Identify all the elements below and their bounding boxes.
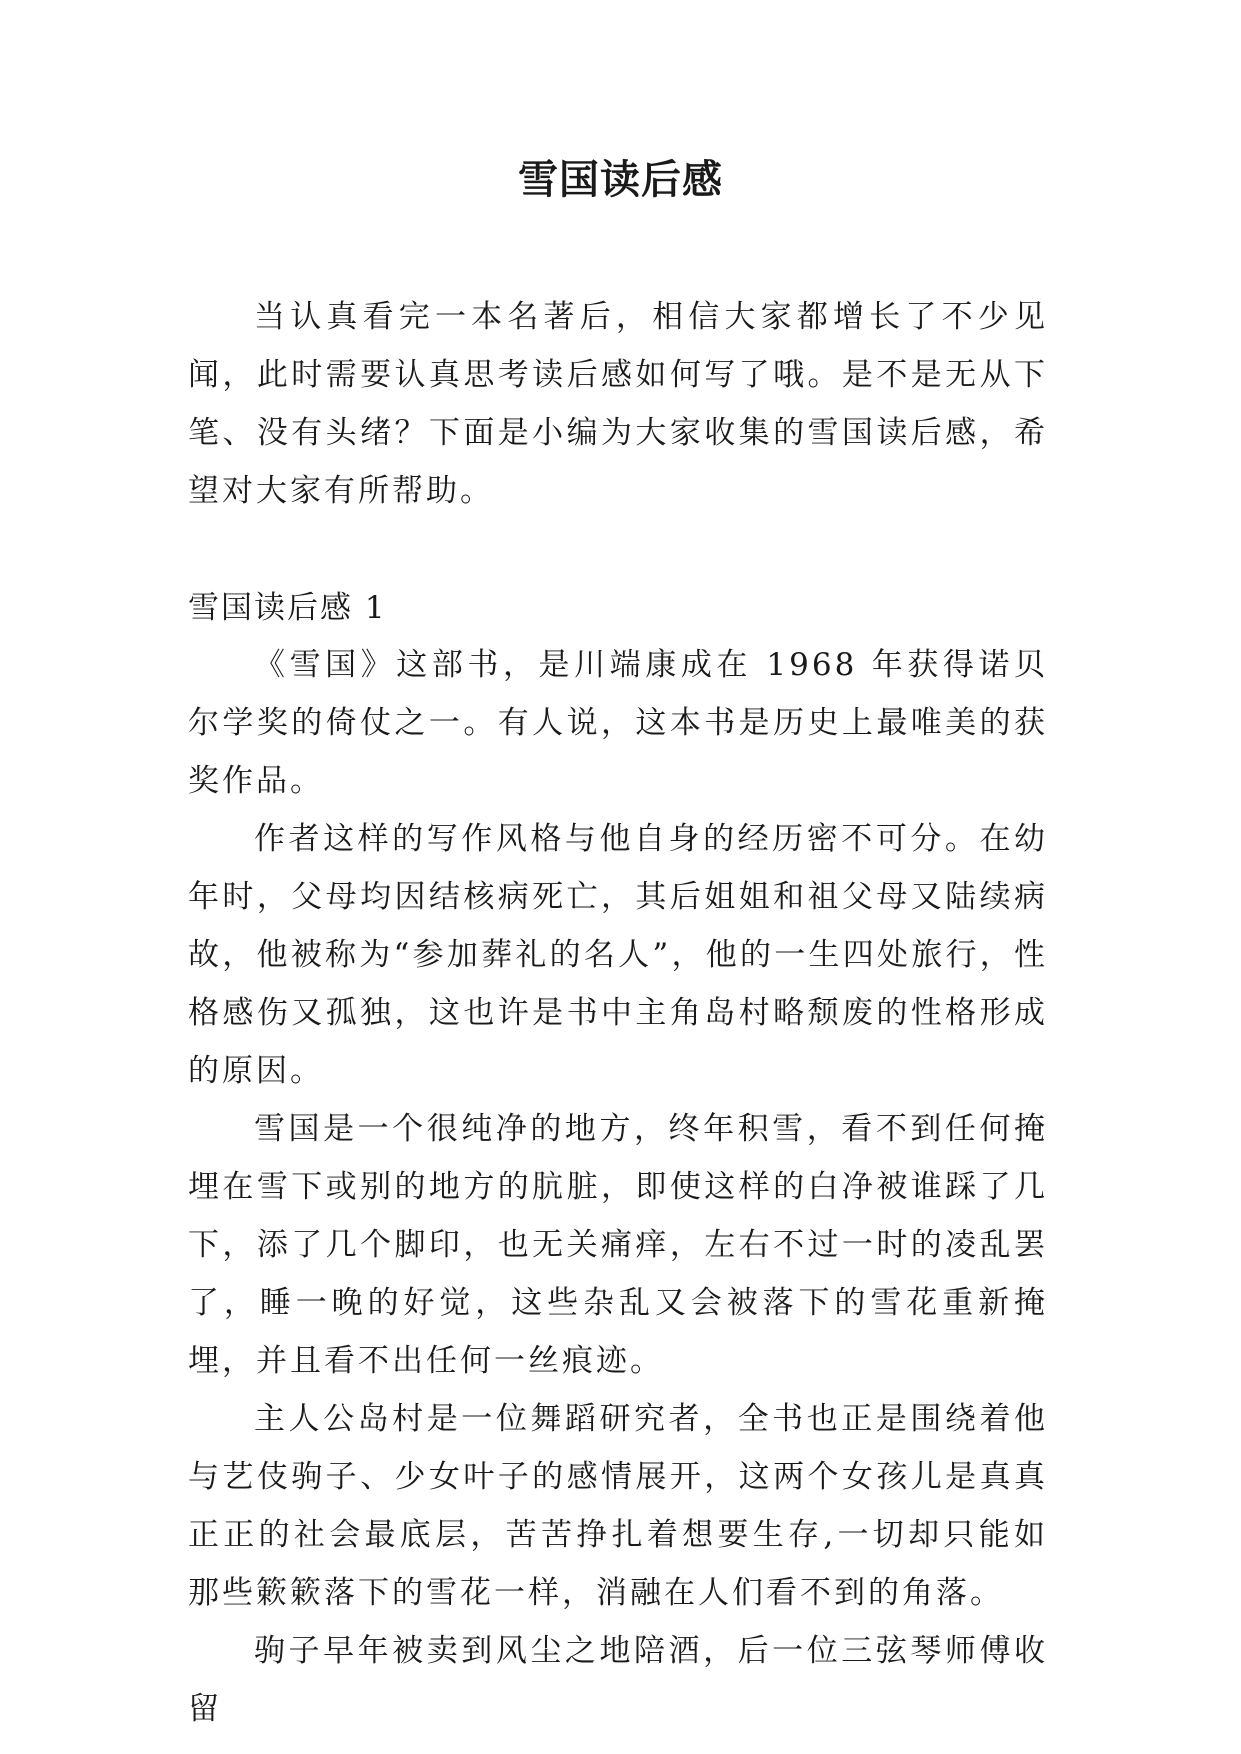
essay-body: [188, 636, 1048, 1738]
essay-paragraph-1: 《雪国》这部书，是川端康成在 1968 年获得诺贝尔学奖的倚仗之一。有人说，这本书是历史上最唯美的获奖作品。: [188, 647, 1048, 799]
essay-paragraph-3: 雪国是一个很纯净的地方，终年积雪，看不到任何掩埋在雪下或别的地方的肮脏，即使这样的白净被谁踩了几下，添了几个脚印，也无关痛痒，左右不过一时的凌乱罢了，睡一晚的好觉，这些杂乱又会被落下的雪花重新掩埋，并且看不出任何一丝痕迹。: [188, 1111, 1048, 1379]
essay-paragraph-4: 主人公岛村是一位舞蹈研究者，全书也正是围绕着他与艺伎驹子、少女叶子的感情展开，这两个女孩儿是真真正正的社会最底层，苦苦挣扎着想要生存,一切却只能如那些簌簌落下的雪花一样，消融在人们看不到的角落。: [188, 1401, 1048, 1611]
section-heading: 雪国读后感 1: [188, 590, 387, 626]
essay-paragraph-5: 驹子早年被卖到风尘之地陪酒，后一位三弦琴师傅收留: [188, 1633, 1048, 1727]
document-title: 雪国读后感: [518, 157, 723, 203]
intro-block: [188, 288, 1048, 520]
essay-paragraph-2: 作者这样的写作风格与他自身的经历密不可分。在幼年时，父母均因结核病死亡，其后姐姐和祖父母又陆续病故，他被称为“参加葬礼的名人”，他的一生四处旅行，性格感伤又孤独，这也许是书中主角岛村略颓废的性格形成的原因。: [188, 821, 1048, 1089]
intro-paragraph: 当认真看完一本名著后，相信大家都增长了不少见闻，此时需要认真思考读后感如何写了哦。是不是无从下笔、没有头绪？下面是小编为大家收集的雪国读后感，希望对大家有所帮助。: [188, 299, 1048, 509]
